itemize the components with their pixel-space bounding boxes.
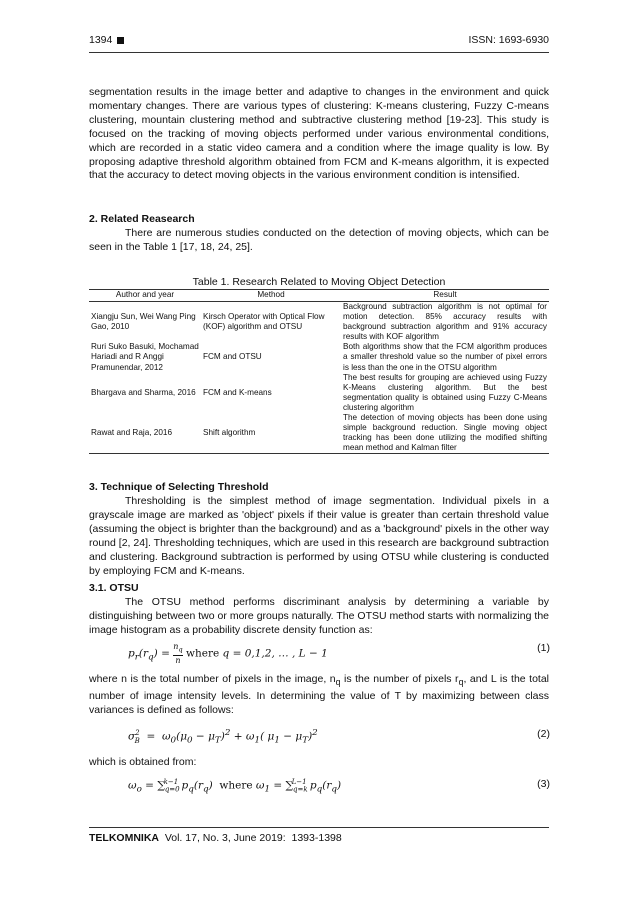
- explanation-text-b: is the number of pixels r: [340, 673, 459, 685]
- header-rule: [89, 52, 549, 53]
- equation-2: [128, 728, 550, 746]
- table-header-row: [89, 290, 549, 302]
- equation-2-followup: which is obtained from:: [89, 756, 197, 768]
- author-cell: Bhargava and Sharma, 2016: [91, 387, 196, 397]
- explanation-text-a: where n is the total number of pixels in the image, n: [89, 673, 336, 685]
- equation-2-body: $\sigma^2_B = \omega_0(\mu_0 - \mu_T)^2 + \omega_1$( $\mu_1 - \mu_T)^2$: [128, 728, 318, 746]
- page-header: [89, 32, 549, 48]
- section-2-paragraph: There are numerous studies conducted on the detection of moving objects, which can be seen in the Table 1 [17, 18, 24, 25].: [89, 227, 549, 253]
- result-cell: The detection of moving objects has been done using simple background reduction. Single moving object tracking has been done utilizing the modified shifting mean method and Kalman filter: [343, 413, 547, 453]
- explanation-text-c: , and L is the total number of image intensity levels. In determining the value of T by maximizing between class variances is defined as follows:: [89, 673, 549, 716]
- square-bullet-icon: [117, 37, 124, 44]
- issn-label: ISSN: 1693-6930: [468, 34, 549, 46]
- section-3-1-heading: 3.1. OTSU: [89, 582, 139, 594]
- table-row: [89, 373, 549, 413]
- explanation-subscript-a: q: [335, 677, 341, 688]
- footer-rule: [89, 827, 549, 828]
- equation-1-number: (1): [537, 642, 550, 654]
- table-row: [89, 302, 549, 343]
- result-cell: Background subtraction algorithm is not optimal for motion detection. 85% accuracy results with background subtraction algorithm and 91% accuracy results with KOF algorithm: [343, 302, 547, 342]
- section-3-paragraph: Thresholding is the simplest method of image segmentation. Individual pixels in a grayscale image are marked as 'object' pixels if their value is greater than certain threshold value (assuming the object is brighter than the background) and as a 'background' pixels in the other way round [2, 24]. Thresholding techniques, which are used in this research are background subtraction and clustering. Background subtraction is performed by using OTSU while clustering is conducted by employing FCM and K-means.: [89, 495, 549, 577]
- author-cell: Ruri Suko Basuki, Mochamad Hariadi and R Anggi Pramunendar, 2012: [91, 342, 199, 372]
- page-number: 1394: [89, 34, 113, 46]
- journal-name: TELKOMNIKA: [89, 832, 159, 844]
- method-cell: FCM and OTSU: [203, 352, 262, 362]
- equation-3-number: (3): [537, 778, 550, 790]
- method-cell: Shift algorithm: [201, 413, 341, 454]
- equation-1-explanation: [89, 673, 549, 718]
- explanation-subscript-b: q: [458, 677, 464, 688]
- section-3-heading: 3. Technique of Selecting Threshold: [89, 481, 269, 493]
- equation-3-body: $\omega_o = \sum_{q=0}^{k-1}$ $p_q(r_q)$ where $\omega_1 = \sum_{q=k}^{L-1}$ $p_q(r_q)$: [128, 778, 342, 795]
- header-left: [89, 34, 124, 46]
- method-cell: Kirsch Operator with Optical Flow (KOF) algorithm and OTSU: [203, 312, 325, 332]
- page-footer: [89, 832, 342, 844]
- journal-citation: Vol. 17, No. 3, June 2019: 1393-1398: [159, 832, 342, 844]
- equation-3: [128, 778, 550, 795]
- column-header-author: Author and year: [89, 290, 201, 302]
- result-cell: Both algorithms show that the FCM algorithm produces a smaller threshold value so the number of pixel errors is less than the one in the OTSU algorithm: [343, 342, 547, 372]
- column-header-result: Result: [341, 290, 549, 302]
- author-cell: Rawat and Raja, 2016: [89, 413, 201, 454]
- column-header-method: Method: [201, 290, 341, 302]
- result-cell: The best results for grouping are achieved using Fuzzy K-Means clustering algorithm. But the best segmentation quality is obtained using Fuzzy C-Means clustering algorithm: [343, 372, 547, 412]
- equation-1: [128, 642, 550, 665]
- method-cell: FCM and K-means: [203, 387, 272, 397]
- table-row: [89, 342, 549, 372]
- research-table: [89, 289, 549, 454]
- equation-1-body: $p_r(r_q)$ = $\frac{n_q}{n}$ where q = 0,1,2, … , L − 1: [128, 642, 328, 665]
- table-row: [89, 413, 549, 454]
- table-1-caption: Table 1. Research Related to Moving Object Detection: [192, 276, 446, 288]
- equation-2-number: (2): [537, 728, 550, 740]
- section-2-heading: 2. Related Reasearch: [89, 213, 195, 225]
- author-cell: Xiangju Sun, Wei Wang Ping Gao, 2010: [91, 312, 196, 332]
- intro-paragraph: segmentation results in the image better and adaptive to changes in the environment and quick momentary changes. There are various types of clustering: K-means clustering, Fuzzy C-means clustering, mountain clustering method and subtractive clustering method [19-23]. This study is focused on the tracking of moving objects performed under various environmental conditions, which are recorded in a static video camera and a condition where the image quality is low. By proposing adaptive threshold algorithm obtained from FCM and K-means algorithm, it is expected that the accuracy to detect moving objects in the various environment condition is intensified.: [89, 86, 549, 182]
- section-3-1-paragraph: The OTSU method performs discriminant analysis by determining a variable by distinguishing between two or more groups naturally. The OTSU method starts with normalizing the image histogram as a probability discrete density function as:: [89, 596, 549, 636]
